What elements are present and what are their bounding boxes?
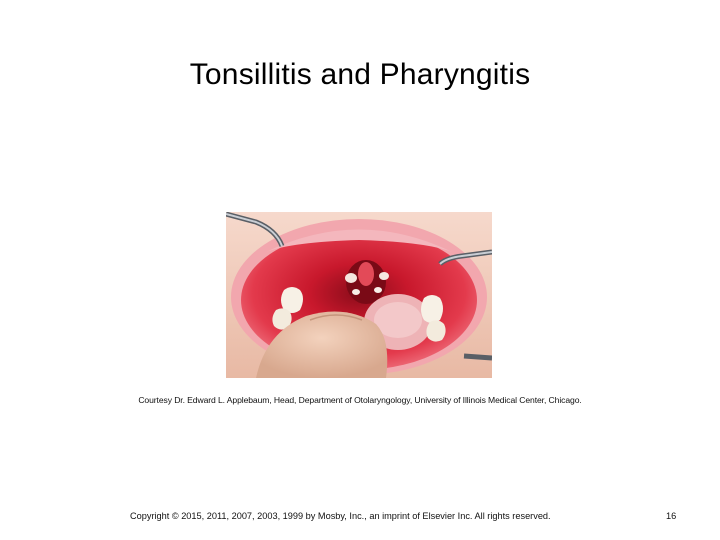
slide-title: Tonsillitis and Pharyngitis (189, 58, 531, 91)
throat-photo (226, 212, 492, 378)
copyright-footer: Copyright © 2015, 2011, 2007, 2003, 1999 by Mosby, Inc., an imprint of Elsevier Inc. All rights reserved. (130, 511, 551, 521)
page-number: 16 (666, 511, 677, 521)
photo-credit: Courtesy Dr. Edward L. Applebaum, Head, Department of Otolaryngology, University of Illinois Medical Center, Chicago. (138, 395, 582, 405)
